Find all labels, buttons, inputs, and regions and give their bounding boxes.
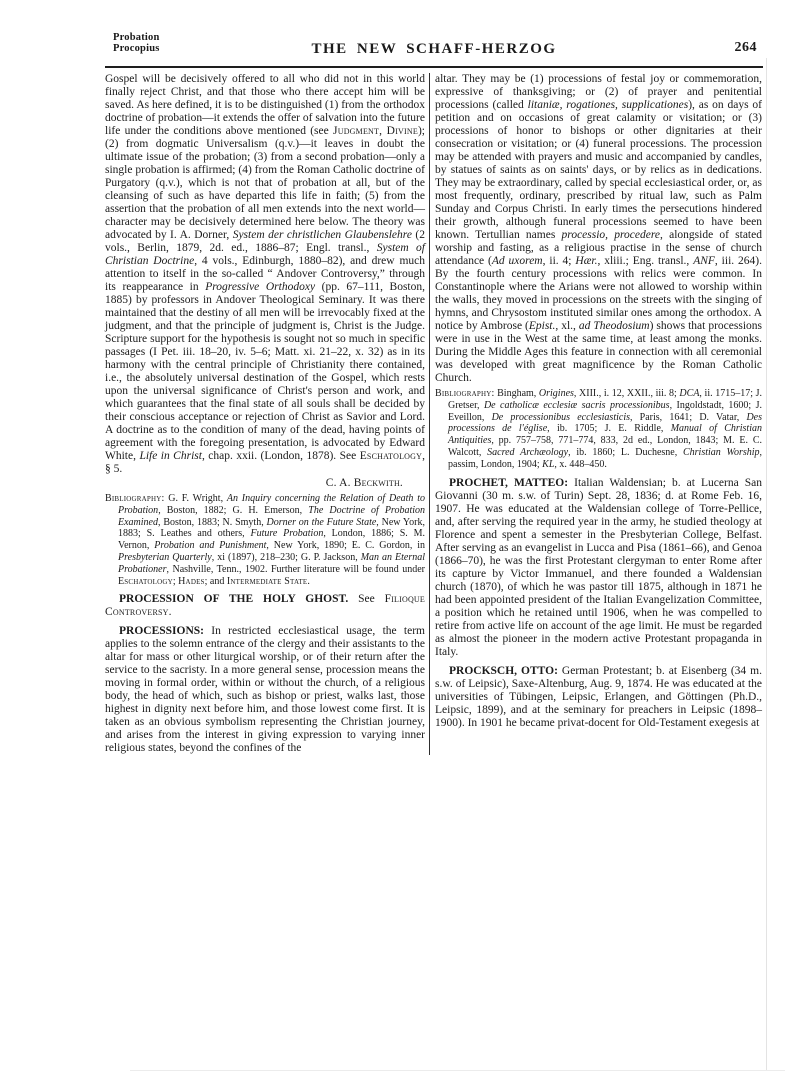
text-segment: ad Theodosium: [578, 320, 650, 332]
text-segment: .: [168, 606, 172, 619]
text-segment: , Nashville, Tenn., 1902. Further literature will be found under: [166, 563, 425, 575]
text-segment: .: [307, 575, 310, 587]
text-segment: Bibliography:: [435, 388, 495, 399]
text-segment: Gospel will be decisively offered to all who did not in this world finally reject Christ, and that those who there accept him will be saved. As here defined, it is to be distinguished (1) from the orthodox doctrine of probation—it extends the offer of salvation into the future life under the conditions above mentioned (see: [105, 73, 425, 137]
text-segment: De catholicæ ecclesiæ sacris processionibus: [483, 399, 670, 411]
scan-edge-bottom: [130, 1070, 785, 1071]
text-segment: ); (2) from dogmatic Universalism (q.v.)—it leaves in doubt the ultimate issue of the probation; (3) from a second probation—only a single probation is affirmed; (4) from the Roman Catholic doctrine of Purgatory (q.v.), which is not that of probation at all, but of the cleansing of such as have departed this life in faith; (5) from the assertion that the probation of all men extends into the next world—character may be decisively determined here below. The theory was advocated by I. A. Dorner,: [105, 125, 425, 241]
text-segment: , x. 448–450.: [554, 458, 607, 470]
text-segment: Italian Waldensian; b. at Lucerna San Giovanni (30 m. s.w. of Turin) Sept. 28, 1836; d. at Rome Feb. 16, 1907. He was educated at the Waldensian college of Torre-Pellice, and, after serving the required year in the army, he studied theology at Florence and spent a semester in the Presbyterian College, Belfast. After serving as an evangelist in Lucca and Pisa (1861–66), and Genoa (1866–70), he was the first Protestant clergyman to enter Rome after its capture by Victor Immanuel, and there founded a Waldensian church (1870), of which he was pastor till 1875, although in 1871 he had been appointed president of the Italian Evangelization Committee, a position which he retained until 1906, when he was compelled to retire from active life on account of the age limit. He must be regarded as almost the pioneer in the modern active Protestant propaganda in Italy.: [435, 476, 763, 658]
text-segment: , iii. 264). By the fourth century processions with relics were common. In Constantinople where the Arians were not allowed to worship within the walls, they moved in processions on the streets with the singing of hymns, and Chrysostom instituted similar ones among the orthodox. A notice by Ambrose (: [435, 255, 762, 332]
text-segment: Origines: [538, 388, 574, 399]
scan-edge-right: [766, 58, 767, 1070]
text-segment: Presbyterian Quarterly: [118, 551, 212, 563]
text-segment: Intermediate State: [226, 575, 308, 587]
text-segment: DCA: [679, 388, 700, 399]
continuation-paragraph-probation: [105, 73, 425, 476]
text-segment: The Doctrine of Probation Examined: [118, 504, 426, 528]
text-segment: , Boston, 1882; G. H. Emerson,: [158, 504, 309, 516]
header-rule: [105, 66, 763, 68]
text-segment: ANF: [693, 255, 715, 267]
text-segment: Bibliography:: [105, 493, 165, 504]
entry-processions: [105, 625, 425, 755]
text-segment: System der christlichen Glaubenslehre: [232, 229, 412, 241]
text-segment: Progressive Orthodoxy: [205, 281, 316, 293]
text-segment: ;: [172, 575, 179, 587]
text-segment: altar. They may be (1) processions of festal joy or commemoration, expressive of thanksgiving; or (2) of prayer and penitential processions (called: [435, 73, 762, 111]
text-segment: ), as on days of petition and on occasions of great calamity or visitation; or (3) processions of honor to bishops or other dignitaries at their consecration or visitation; or (4) funeral processions. The procession may be attended with prayers and music and accompanied by candles, by statues of saints as on saints' days, or by relics as in dedications. They may be extraordinary, called by special ecclesiastical order, or, as most frequently, ordinary, prescribed by ritual law, such as Palm Sunday and Corpus Christi. In early times the persecutions hindered their growth, although funeral processions seemed to have been known. Tertullian names: [435, 99, 762, 241]
text-segment: , ib. 1705; J. E. Riddle,: [547, 423, 671, 435]
text-segment: Filioque Controversy: [105, 593, 425, 619]
text-segment: G. F. Wright,: [164, 493, 227, 504]
text-segment: , Ingoldstadt, 1600; J. Eveillon,: [448, 399, 763, 423]
text-segment: , alongside of stated worship and fasting, as a religious practise in the sense of church attendance (: [435, 229, 762, 267]
text-segment: De processionibus ecclesiasticis: [491, 411, 630, 423]
bibliography-probation: [105, 493, 425, 587]
text-segment: Manual of Christian Antiquities: [448, 423, 762, 447]
page-number: 264: [734, 40, 757, 55]
bibliography-processions: [435, 388, 762, 471]
entry-procession-of-the-holy-ghost: [105, 593, 425, 619]
page-header: [105, 30, 763, 64]
continuation-paragraph-processions: [435, 73, 762, 385]
text-segment: In restricted ecclesiastical usage, the term applies to the solemn entrance of the clergy and their assistants to the altar for mass or other liturgical worship, or of their return after the service to the sacristy. In a more general sense, procession means the moving in formal order, within or without the church, of a religious body, the head of which, such as bishop or priest, walks last, those highest in dignity next before him, and those lowest come first. It is taken as an obvious symbolism representing the Christian journey, and arises from the interest in giving expression to varying inner religious states, beyond the confines of the: [105, 625, 425, 755]
text-body: [105, 73, 763, 755]
text-segment: Probation and Punishment: [154, 540, 267, 552]
text-segment: An Inquiry concerning the Relation of Death to Probation: [118, 493, 425, 516]
running-head-line1: Probation: [113, 32, 160, 43]
text-segment: Future Probation: [250, 528, 324, 540]
text-segment: , Boston, 1883; N. Smyth,: [158, 516, 267, 528]
text-segment: Bingham,: [494, 388, 539, 399]
running-head-line2: Procopius: [113, 43, 160, 54]
text-segment: Epist.: [528, 320, 556, 332]
entry-procksch-otto: [435, 665, 762, 730]
right-column: [435, 73, 762, 755]
text-segment: Eschatology: [118, 575, 173, 587]
text-segment: litaniæ, rogationes, supplicationes: [527, 99, 689, 111]
text-segment: processio, procedere: [561, 229, 661, 241]
text-segment: KL: [542, 458, 555, 470]
text-segment: , xi (1897), 218–230; G. P. Jackson,: [211, 551, 361, 563]
text-segment: Man an Eternal Probationer: [118, 551, 425, 575]
text-segment: , ii. 4;: [542, 255, 576, 267]
work-title: THE NEW SCHAFF-HERZOG: [311, 41, 557, 57]
text-segment: Sacred Archæology: [487, 446, 569, 458]
text-segment: , § 5.: [105, 450, 425, 475]
text-segment: Dorner on the Future State: [266, 516, 377, 528]
text-segment: , xl.,: [555, 320, 579, 332]
text-segment: , passim, London, 1904;: [448, 446, 763, 470]
text-segment: , London, 1886; S. M. Vernon,: [118, 528, 426, 552]
text-segment: PROCKSCH, OTTO:: [449, 664, 558, 677]
text-segment: Life in Christ: [139, 450, 202, 462]
text-segment: , XIII., i. 12, XXII., iii. 8;: [573, 388, 680, 399]
text-segment: PROCHET, MATTEO:: [449, 476, 569, 489]
text-segment: Christian Worship: [682, 446, 760, 458]
text-segment: Hær.: [575, 255, 598, 267]
text-segment: PROCESSION OF THE HOLY GHOST.: [119, 593, 349, 606]
text-segment: PROCESSIONS:: [119, 625, 204, 638]
text-segment: German Protestant; b. at Eisenberg (34 m. s.w. of Leipsic), Saxe-Altenburg, Aug. 9, 1874. He was educated at the universities of Tübingen, Leipsic, Erlangen, and Göttingen (Ph.D., Leipsic, 1899), and at the seminary for preachers in Leipsic (1898–1900). In 1901 he became privat-docent for Old-Testament exegesis at: [435, 664, 762, 729]
text-segment: System of Christian Doctrine: [105, 242, 425, 267]
author-signature: [105, 477, 425, 490]
text-segment: , New York, 1883; S. Leathes and others,: [118, 516, 425, 540]
text-segment: , ii. 1715–17; J. Gretser,: [448, 388, 762, 411]
entry-prochet-matteo: [435, 477, 762, 659]
text-segment: Ad uxorem: [491, 255, 543, 267]
text-segment: , ib. 1860; L. Duchesne,: [568, 446, 683, 458]
text-segment: Des processions de l'église: [448, 411, 762, 435]
text-segment: , Paris, 1641; D. Vatar,: [630, 411, 747, 423]
text-segment: Hades: [178, 575, 205, 587]
text-segment: , chap. xxii. (London, 1878). See: [201, 450, 360, 462]
text-segment: (2 vols., Berlin, 1879, 2d. ed., 1886–87; Engl. transl.,: [105, 229, 425, 254]
text-segment: See: [348, 593, 385, 606]
text-segment: ; and: [204, 575, 227, 587]
text-segment: , 4 vols., Edinburgh, 1880–82), and drew much attention to itself in the so-called “ Andover Controversy,” through its reappearance in: [105, 255, 425, 293]
text-segment: Judgment, Divine: [333, 125, 418, 137]
text-segment: , pp. 757–758, 771–774, 833, 2d ed., London, 1843; M. E. C. Walcott,: [448, 435, 762, 458]
column-divider: [429, 73, 430, 755]
text-segment: Eschatology: [359, 450, 423, 462]
text-segment: , xliii.; Eng. transl.,: [597, 255, 694, 267]
text-segment: , New York, 1890; E. C. Gordon, in: [266, 540, 425, 552]
left-column: [105, 73, 425, 755]
text-segment: ) shows that processions were in use in the West at the same time, at least among the monks. During the Middle Ages this feature in connection with all ceremonial was developed with great magnificence by the Roman Catholic Church.: [435, 320, 762, 384]
text-segment: C. A. Beckwith.: [325, 477, 403, 489]
text-segment: (pp. 67–111, Boston, 1885) by professors in Andover Theological Seminary. It was there maintained that the destiny of all men will be irrevocably fixed at the judgment, and that the principle of judgment is, Christ is the Judge. Scripture support for the hypothesis is sought not so much in specific passages (I Pet. iii. 18–20, iv. 5–6; Matt. xi. 21–22, x. 32) as in its harmony with the central principle of Christianity there contained, i.e., the absolutely universal destination of the Gospel, which rests upon the universal significance of Christ's person and work, and which guarantees that the final state of all souls shall be decided by their conscious acceptance or rejection of Christ as Savior and Lord. A doctrine as to the condition of many of the dead, having points of agreement with the foregoing presentation, is advocated by Edward White,: [105, 281, 426, 462]
